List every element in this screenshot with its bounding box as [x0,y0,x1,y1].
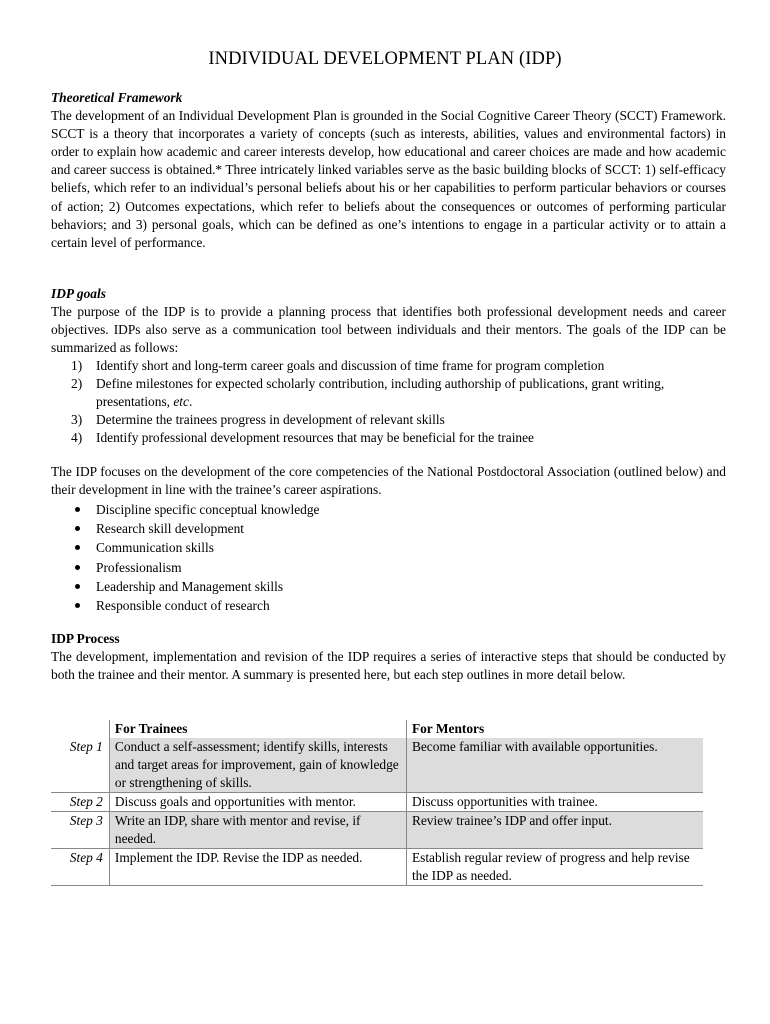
competencies-list [51,500,726,615]
process-table [51,720,703,886]
process-heading: IDP Process [51,631,120,646]
goals-heading: IDP goals [51,286,106,301]
framework-heading: Theoretical Framework [51,90,183,105]
list-item: 3) Determine the trainees progress in development of relevant skills [71,411,445,427]
column-header-trainees: For Trainees [109,720,406,738]
list-item: 1) Identify short and long-term career goals and discussion of time frame for program completion [71,358,605,373]
list-item: Discipline specific conceptual knowledge [51,500,726,519]
goals-intro: The purpose of the IDP is to provide a planning process that identifies both professional development needs and career objectives. IDPs also serve as a communication tool between individuals and their mentors. The goals of the IDP can be summarized as follows: [51,304,726,356]
list-item: Leadership and Management skills [51,577,726,596]
table-row: Step 3 Write an IDP, share with mentor and revise, if needed. Review trainee’s IDP and offer input. [51,812,703,849]
competencies-intro: The IDP focuses on the development of the core competencies of the National Postdoctoral Association (outlined below) and their development in line with the trainee’s career aspirations. [51,464,726,498]
table-row: Step 2 Discuss goals and opportunities with mentor. Discuss opportunities with trainee. [51,793,703,812]
list-item: Research skill development [51,519,726,538]
list-item: Responsible conduct of research [51,596,726,615]
framework-body: The development of an Individual Development Plan is grounded in the Social Cognitive Career Theory (SCCT) Framework. SCCT is a theory that incorporates a variety of concepts (such as interests, abilities, values and environmental factors) in order to explain how academic and career interests develop, how educational and career choices are made and how academic and career success is obtained.* Three intricately linked variables serve as the basic building blocks of SCCT: 1) self-efficacy beliefs, which refer to an individual’s personal beliefs about his or her capabilities to perform particular behaviors or courses of action; 2) Outcomes expectations, which refer to beliefs about the consequences or outcomes of performing particular behaviors; and 3) personal goals, which can be defined as one’s intentions to engage in a particular activity or to attain a certain level of performance. [51,108,726,250]
goals-list [51,357,726,447]
list-item: Professionalism [51,558,726,577]
table-row: Step 4 Implement the IDP. Revise the IDP as needed. Establish regular review of progress and help revise the IDP as needed. [51,849,703,886]
framework-section [51,89,726,252]
list-item: Communication skills [51,538,726,557]
table-row: Step 1 Conduct a self-assessment; identify skills, interests and target areas for improvement, gain of knowledge or strengthening of skills. Become familiar with available opportunities. [51,738,703,793]
process-body: The development, implementation and revision of the IDP requires a series of interactive steps that should be conducted by both the trainee and their mentor. A summary is presented here, but each step outlines in more detail below. [51,649,726,683]
goals-section [51,285,726,357]
process-section [51,630,726,684]
column-header-mentors: For Mentors [411,721,485,736]
document-title: INDIVIDUAL DEVELOPMENT PLAN (IDP) [208,49,562,69]
list-item: 2) Define milestones for expected scholarly contribution, including authorship of publications, grant writing, presentations, etc. [71,375,665,409]
table-header-row [51,720,703,738]
list-item: 4) Identify professional development resources that may be beneficial for the trainee [71,429,534,445]
